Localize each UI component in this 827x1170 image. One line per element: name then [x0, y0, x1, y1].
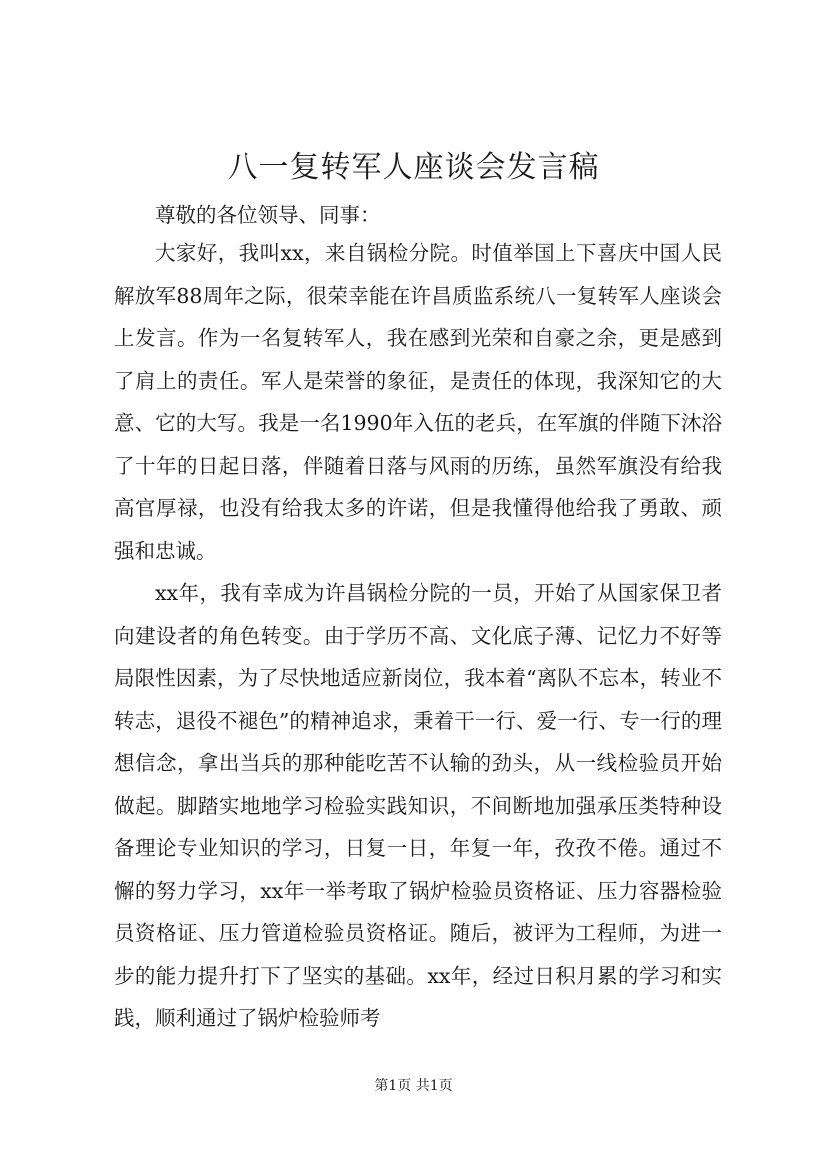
document-title: 八一复转军人座谈会发言稿 — [227, 150, 600, 185]
salutation: 尊敬的各位领导、同事： — [155, 203, 381, 227]
document-body — [114, 198, 722, 1040]
page-number-footer: 第1页 共1页 — [374, 1078, 453, 1094]
paragraph-2: xx年，我有幸成为许昌锅检分院的一员，开始了从国家保卫者向建设者的角色转变。由于学历不高、文化底子薄、记忆力不好等局限性因素，为了尽快地适应新岗位，我本着“离队不忘本，转业不转志，退役不褪色”的精神追求，秉着干一行、爱一行、专一行的理想信念，拿出当兵的那种能吃苦不认输的劲头，从一线检验员开始做起。脚踏实地地学习检验实践知识，不间断地加强承压类特种设备理论专业知识的学习，日复一日，年复一年，孜孜不倦。通过不懈的努力学习，xx年一举考取了锅炉检验员资格证、压力容器检验员资格证、压力管道检验员资格证。随后，被评为工程师，为进一步的能力提升打下了坚实的基础。xx年，经过日积月累的学习和实践，顺利通过了锅炉检验师考 — [114, 581, 722, 1030]
paragraph-1: 大家好，我叫xx，来自锅检分院。时值举国上下喜庆中国人民解放军88周年之际，很荣幸能在许昌质监系统八一复转军人座谈会上发言。作为一名复转军人，我在感到光荣和自豪之余，更是感到了肩上的责任。军人是荣誉的象征，是责任的体现，我深知它的大意、它的大写。我是一名1990年入伍的老兵，在军旗的伴随下沐浴了十年的日起日落，伴随着日落与风雨的历练，虽然军旗没有给我高官厚禄，也没有给我太多的许诺，但是我懂得他给我了勇敢、顽强和忠诚。 — [114, 241, 722, 563]
